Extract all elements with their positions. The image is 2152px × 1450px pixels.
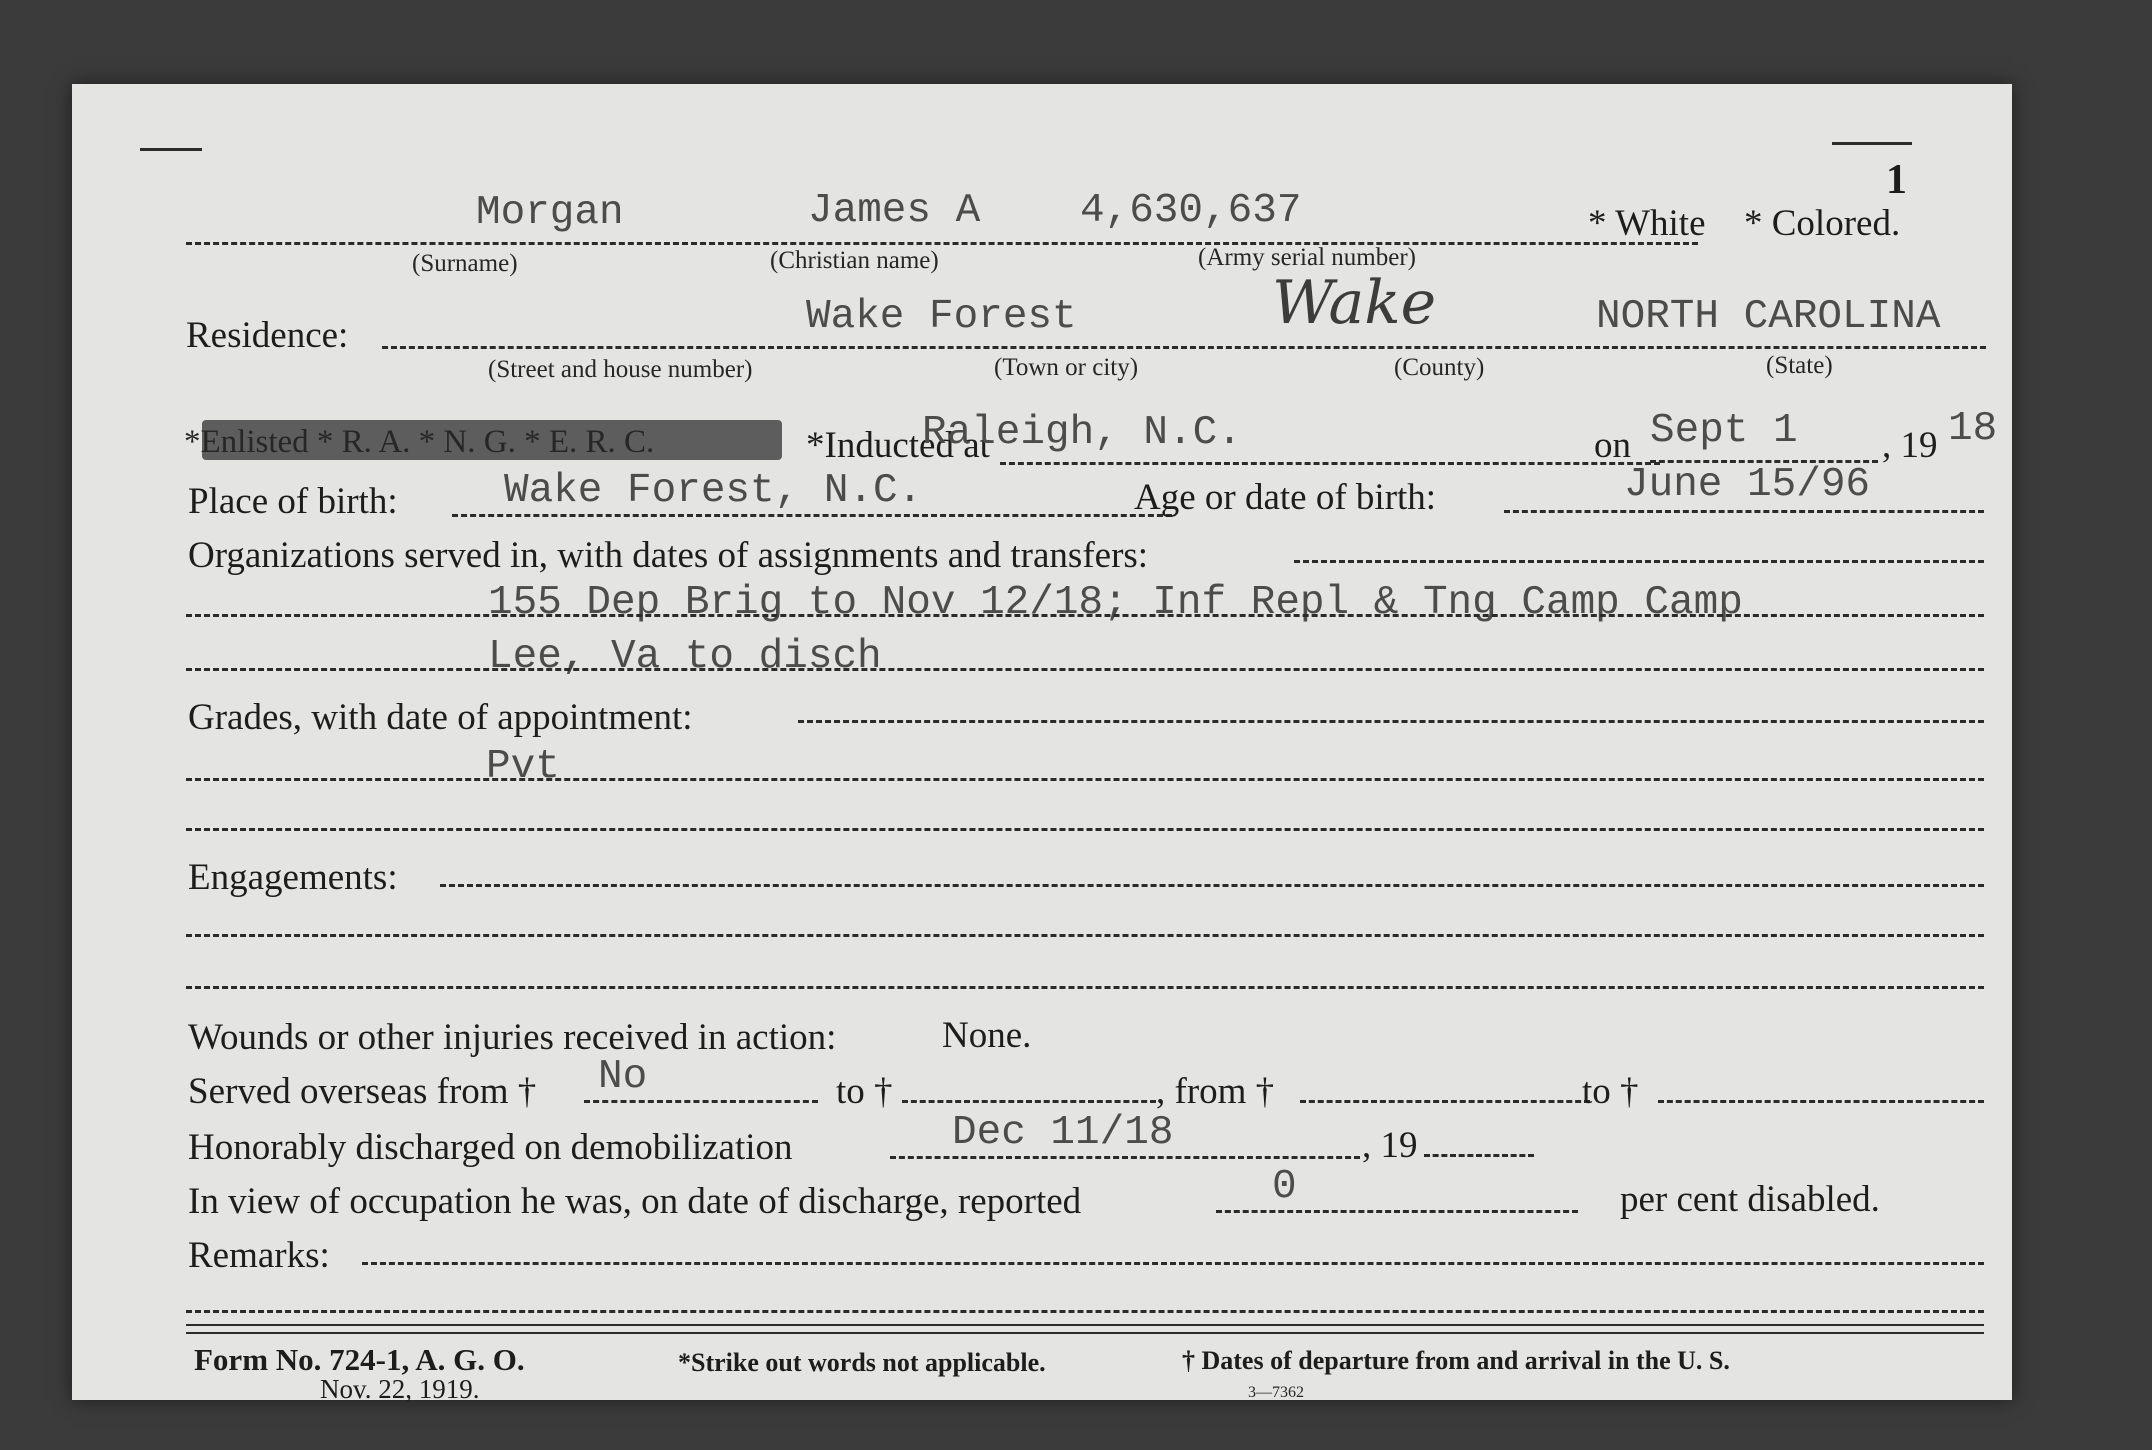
print-code: 3—7362: [1248, 1384, 1304, 1401]
organizations-label: Organizations served in, with dates of assignments and transfers:: [188, 535, 1149, 576]
age-label: Age or date of birth:: [1134, 477, 1437, 518]
remarks-label-line: [362, 1262, 1984, 1265]
footnote-dates: † Dates of departure from and arrival in the U. S.: [1182, 1346, 1730, 1375]
serial-number-caption: (Army serial number): [1198, 244, 1416, 271]
discharge-date-line: [890, 1156, 1360, 1159]
residence-county-value: Wake: [1272, 268, 1437, 338]
colored-option: * Colored.: [1744, 203, 1901, 244]
town-caption: (Town or city): [994, 354, 1139, 381]
discharge-label: Honorably discharged on demobilization: [188, 1127, 793, 1168]
residence-line: [382, 346, 1986, 349]
engagements-label: Engagements:: [188, 857, 398, 898]
footnote-strike-out: *Strike out words not applicable.: [678, 1348, 1046, 1377]
grades-value: Pvt: [486, 744, 560, 790]
wounds-label: Wounds or other injuries received in action:: [188, 1017, 837, 1058]
form-date: Nov. 22, 1919.: [320, 1374, 480, 1404]
engagements-rule-1: [186, 934, 1984, 937]
grades-label-line: [798, 720, 1984, 723]
top-right-rule: [1832, 142, 1912, 145]
footer-rule-bottom: [186, 1332, 1984, 1334]
overseas-from-value: No: [598, 1054, 648, 1100]
place-of-birth-line: [452, 514, 1172, 517]
residence-town-value: Wake Forest: [806, 294, 1077, 340]
remarks-label: Remarks:: [188, 1235, 330, 1276]
surname-caption: (Surname): [412, 250, 518, 277]
white-option: * White: [1588, 203, 1706, 244]
state-caption: (State): [1766, 352, 1833, 379]
grades-rule-2: [186, 828, 1984, 831]
discharge-year-line: [1424, 1154, 1534, 1157]
overseas-to-line: [902, 1100, 1156, 1103]
disability-line: [1216, 1210, 1578, 1213]
organizations-rule-2: [186, 668, 1984, 671]
overseas-to-label: to †: [836, 1071, 893, 1112]
disability-label: In view of occupation he was, on date of discharge, reported: [188, 1181, 1082, 1222]
form-number: Form No. 724-1, A. G. O.: [194, 1342, 525, 1377]
inducted-label: *Inducted at: [806, 425, 990, 466]
organizations-line-2: Lee, Va to disch: [488, 634, 882, 680]
engagements-rule-2: [186, 986, 1984, 989]
induction-year-value: 18: [1948, 406, 1998, 452]
overseas-label: Served overseas from †: [188, 1071, 537, 1112]
street-caption: (Street and house number): [488, 356, 753, 383]
birth-date-value: June 15/96: [1624, 462, 1871, 508]
wounds-value: None.: [942, 1015, 1032, 1056]
engagements-label-line: [440, 884, 1984, 887]
grades-label: Grades, with date of appointment:: [188, 697, 693, 738]
header-line: [186, 242, 1698, 245]
place-of-birth-value: Wake Forest, N.C.: [504, 468, 923, 514]
place-of-birth-label: Place of birth:: [188, 481, 398, 522]
remarks-rule-1: [186, 1310, 1984, 1313]
christian-name-caption: (Christian name): [770, 247, 939, 274]
overseas-to2-label: to †: [1582, 1071, 1639, 1112]
overseas-from-line: [584, 1100, 818, 1103]
organizations-label-line: [1294, 560, 1984, 563]
inducted-at-value: Raleigh, N.C.: [922, 410, 1242, 456]
card-number: 1: [1886, 157, 1907, 203]
footer-rule-top: [186, 1324, 1984, 1326]
top-left-rule: [140, 148, 202, 151]
surname-value: Morgan: [476, 190, 624, 236]
inducted-line: [1000, 462, 1660, 465]
induction-year-prefix: , 19: [1882, 425, 1938, 466]
induction-on-label: on: [1594, 425, 1631, 466]
residence-state-value: NORTH CAROLINA: [1596, 294, 1941, 340]
induction-date-value: Sept 1: [1650, 408, 1798, 454]
organizations-rule-1: [186, 614, 1984, 617]
overseas-to2-line: [1658, 1100, 1984, 1103]
discharge-year-prefix: , 19: [1362, 1125, 1418, 1166]
service-record-card: [72, 84, 2012, 1404]
residence-label: Residence:: [186, 315, 349, 356]
disability-value: 0: [1272, 1164, 1297, 1210]
grades-rule-1: [186, 778, 1984, 781]
overseas-from2-label: , from †: [1156, 1071, 1275, 1112]
christian-name-value: James A: [808, 188, 981, 234]
county-caption: (County): [1394, 354, 1485, 381]
discharge-date-value: Dec 11/18: [952, 1110, 1174, 1156]
overseas-from2-line: [1300, 1100, 1590, 1103]
serial-number-value: 4,630,637: [1080, 188, 1302, 234]
birth-date-line: [1504, 510, 1984, 513]
disability-suffix: per cent disabled.: [1620, 1179, 1880, 1220]
enlistment-types: *Enlisted * R. A. * N. G. * E. R. C.: [184, 424, 655, 460]
organizations-line-1: 155 Dep Brig to Nov 12/18; Inf Repl & Tng Camp Camp: [488, 580, 1743, 626]
